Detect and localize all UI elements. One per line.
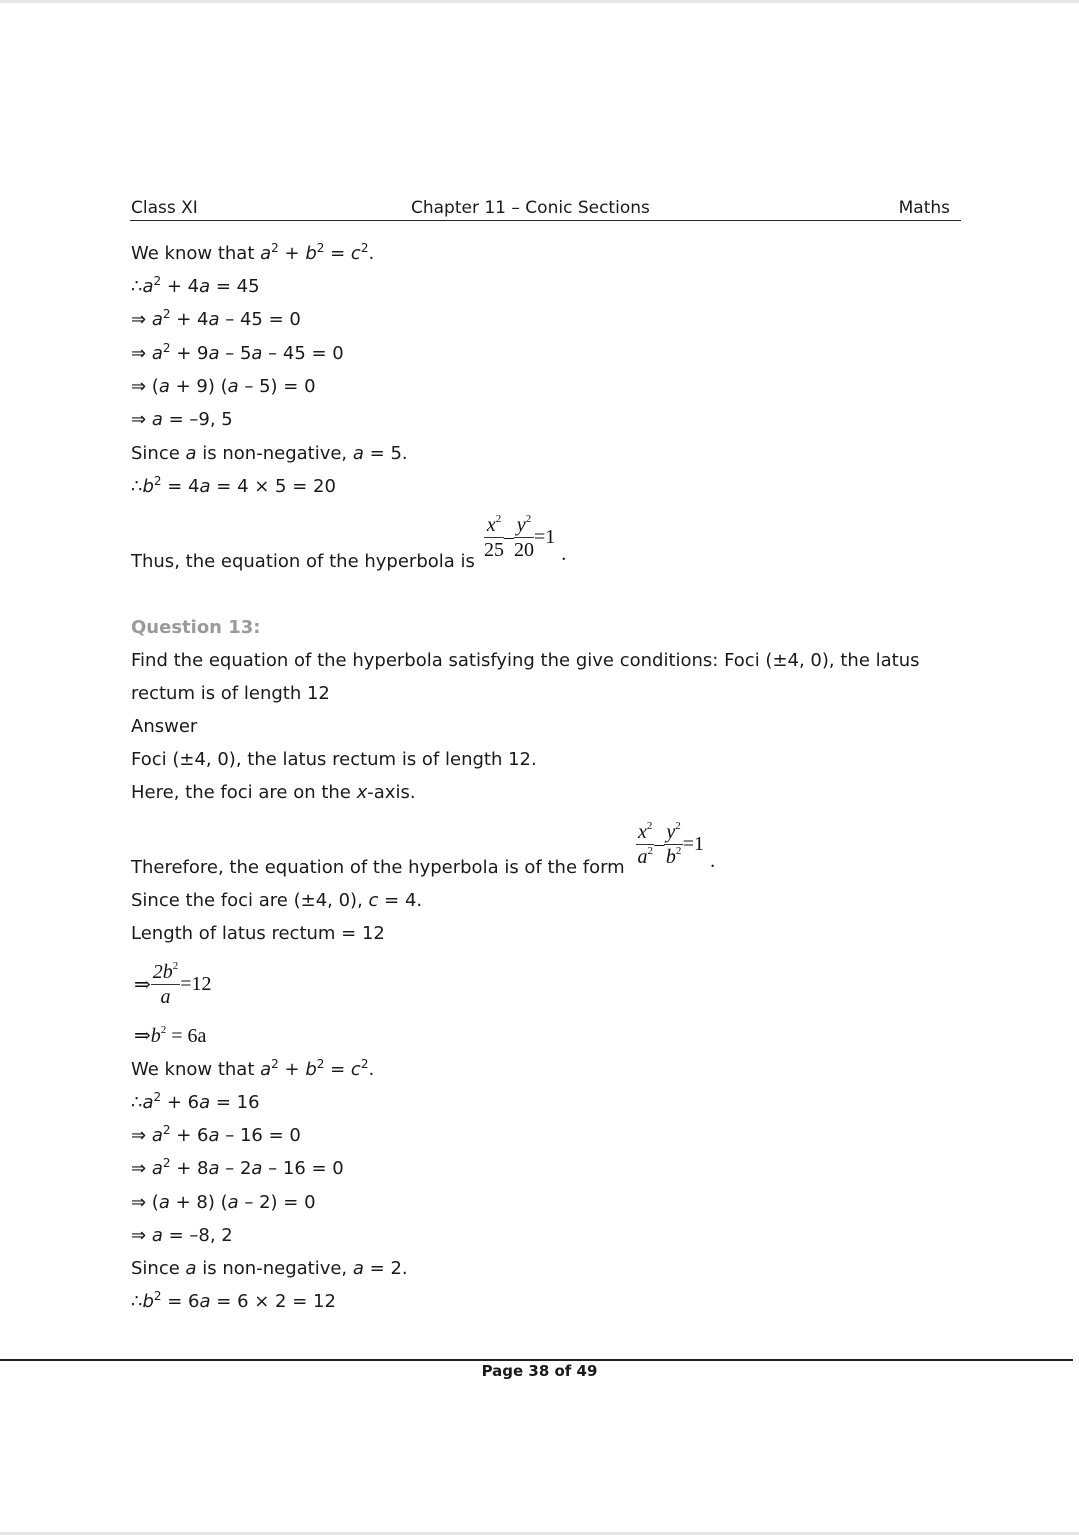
math-line: $\therefore b^2 = 4a = 4 \times 5 = 20$ <box>131 474 336 497</box>
text-line: Therefore, the equation of the hyperbola is of the form <box>131 857 625 878</box>
top-border <box>0 0 1079 3</box>
math-line: $\therefore a^2 + 6a = 16$ <box>131 1090 260 1113</box>
question-text: rectum is of length 12 <box>131 683 330 704</box>
text-line: Since a is non-negative, a = 5. <box>131 443 408 464</box>
math-line: ⇒ $a^2 + 4a - 45 = 0$ <box>131 307 301 330</box>
math-line: ⇒ a = –9, 5 <box>131 409 233 430</box>
page-header <box>130 198 961 221</box>
answer-label: Answer <box>131 716 198 737</box>
latus-rectum-equation: ⇒ $\frac{2b^2}{a}$ =12 <box>134 960 212 1008</box>
footer-rule <box>0 1359 1073 1361</box>
hyperbola-equation: $\frac{x^2}{25}$ – $\frac{y^2}{20}$ =1. <box>484 513 567 566</box>
math-line: ⇒ $a^2 + 6a - 16 = 0$ <box>131 1123 301 1146</box>
math-line: $\therefore a^2 + 4a = 45$ <box>131 274 260 297</box>
text-line: We know that $a^2 + b^2 = c^2$. <box>131 1057 375 1080</box>
hyperbola-form-equation: $\frac{x^2}{a^2}$ – $\frac{y^2}{b^2}$ =1. <box>637 820 716 873</box>
question-heading: Question 13: <box>131 617 261 638</box>
page-number: Page 38 of 49 <box>481 1362 598 1380</box>
b-squared-equation: $\Rightarrow b^2 = 6a$ <box>134 1024 207 1047</box>
text-line: Length of latus rectum = 12 <box>131 923 385 944</box>
math-line: ⇒ $a^2 + 8a - 2a - 16 = 0$ <box>131 1156 344 1179</box>
math-line: ⇒ (a + 8) (a – 2) = 0 <box>131 1192 316 1213</box>
math-line: $\therefore b^2 = 6a = 6 \times 2 = 12$ <box>131 1289 336 1312</box>
math-line: ⇒ (a + 9) (a – 5) = 0 <box>131 376 316 397</box>
header-subject: Maths <box>898 198 950 218</box>
header-chapter: Chapter 11 – Conic Sections <box>411 198 650 218</box>
text-line: Foci (±4, 0), the latus rectum is of length 12. <box>131 749 537 770</box>
text-line: Here, the foci are on the x-axis. <box>131 782 416 803</box>
question-text: Find the equation of the hyperbola satisfying the give conditions: Foci (±4, 0), the latus <box>131 650 920 671</box>
text-line: Since a is non-negative, a = 2. <box>131 1258 408 1279</box>
header-class: Class XI <box>131 198 198 218</box>
math-line: ⇒ a = –8, 2 <box>131 1225 233 1246</box>
text-line: We know that $a^2 + b^2 = c^2$. <box>131 241 375 264</box>
text-line: Since the foci are (±4, 0), c = 4. <box>131 890 423 911</box>
math-line: ⇒ $a^2 + 9a - 5a - 45 = 0$ <box>131 341 344 364</box>
text-line: Thus, the equation of the hyperbola is <box>131 551 475 572</box>
